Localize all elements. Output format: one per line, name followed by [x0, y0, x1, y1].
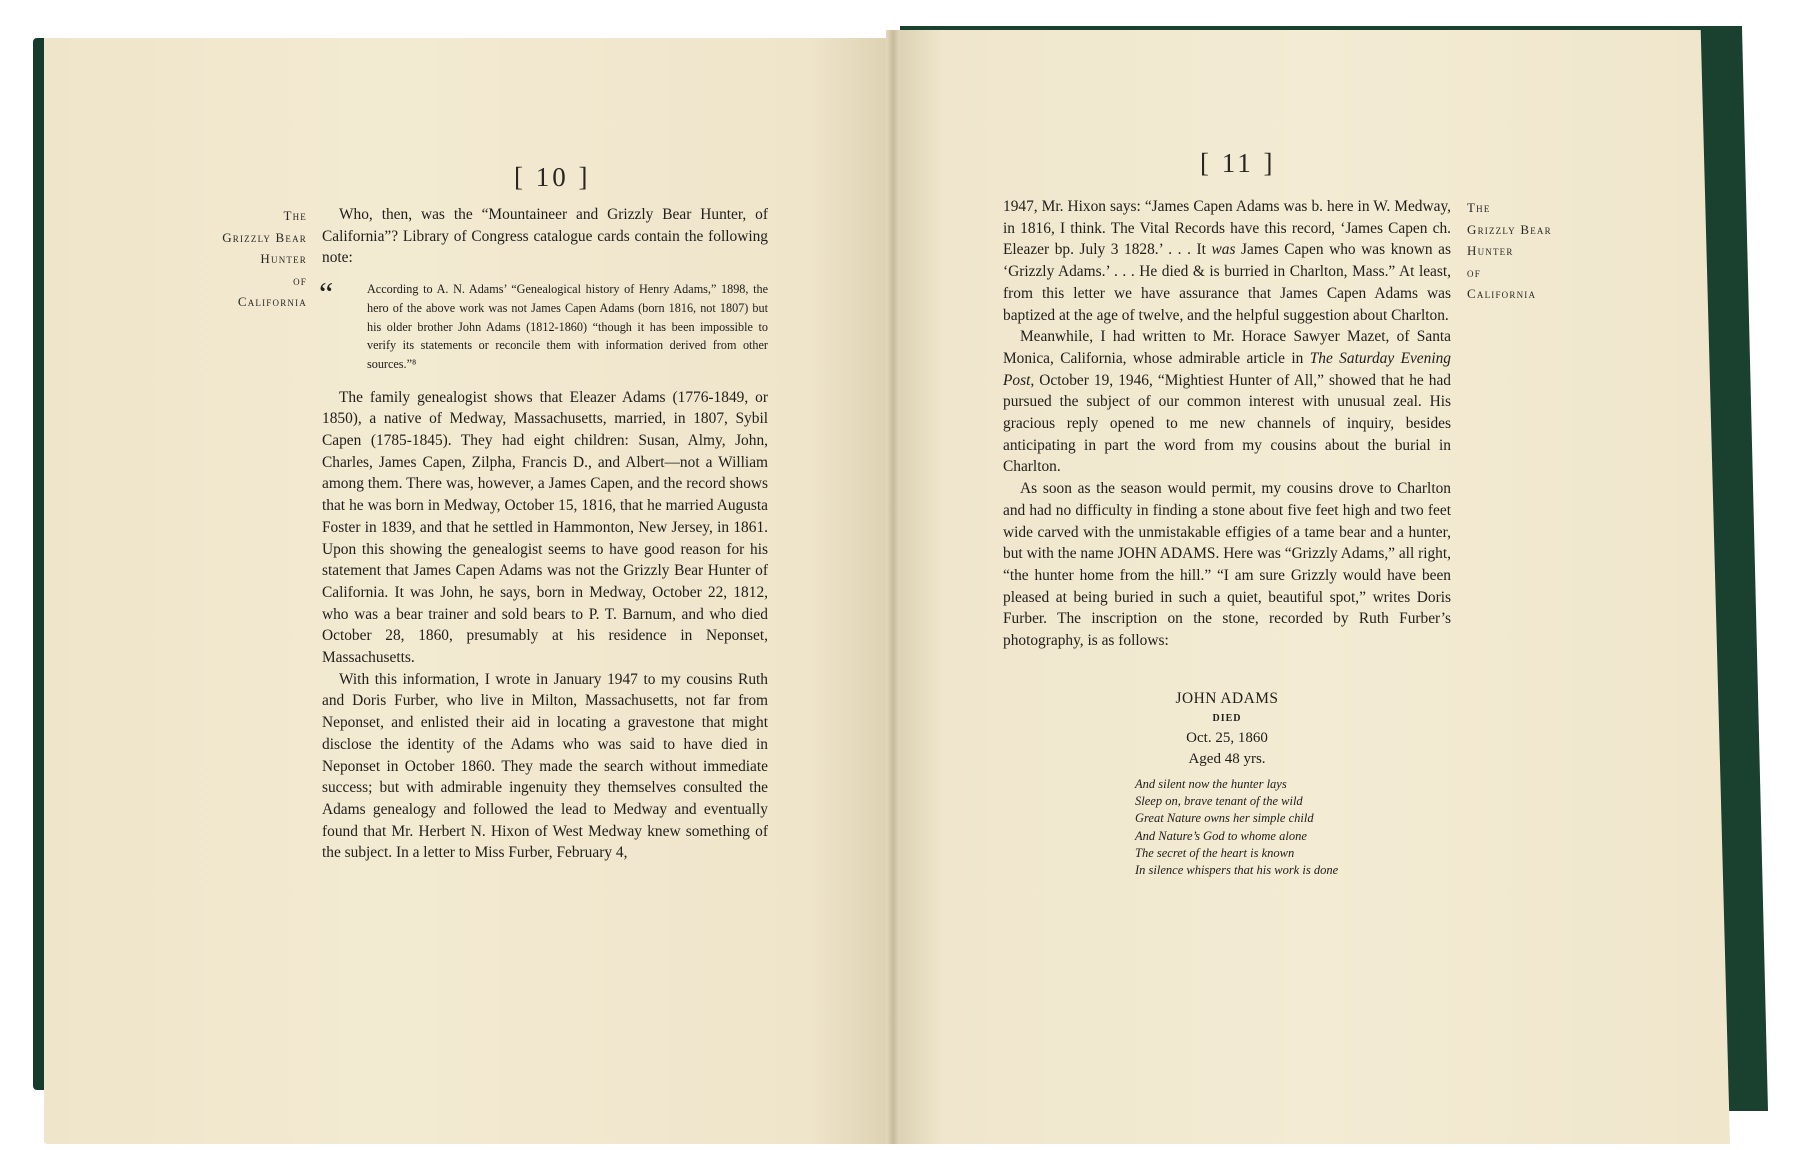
- inscription-name: JOHN ADAMS: [1175, 690, 1279, 707]
- verse-line: Sleep on, brave tenant of the wild: [1135, 794, 1303, 809]
- inscription-date: Oct. 25, 1860: [1186, 729, 1268, 746]
- quotation-mark-icon: “: [319, 275, 334, 312]
- page-number-right: [ 11 ]: [1200, 148, 1276, 178]
- text-run: October 19, 1946, “Mightiest Hunter of All,” showed that he had pursued the subject of our common interest with unusual zeal. His gracious reply opened to me new channels of inquiry, besides anticipating in part the word from my cousins about the burial in Charlton.: [1003, 371, 1451, 476]
- paragraph: With this information, I wrote in January 1947 to my cousins Ruth and Doris Furber, who live in Milton, Massachusetts, not far from Neponset, and enlisted their aid in locating a gravestone that might disclose the identity of the Adams who was said to have died in Neponset in October 1860. They made the search without immediate success; but with admirable ingenuity they themselves consulted the Adams genealogy and followed the lead to Medway and eventually found that Mr. Herbert N. Hixon of West Medway knew something of the subject. In a letter to Miss Furber, February 4,: [322, 670, 768, 862]
- text-run: 1947, Mr. Hixon says: “James Capen Adams was b. here in W. Medway, in 1816, I think. The Vital Records have this record, ‘James Capen ch. Eleazer bp. July 3 1828.’ . . . It: [1003, 198, 1451, 259]
- sidehead-line: of: [293, 272, 307, 288]
- paragraph: As soon as the season would permit, my cousins drove to Charlton and had no difficulty in finding a stone about five feet high and two feet wide carved with the unmistakable effigies of a tame bear and a hunter, but with the name JOHN ADAMS. Here was “Grizzly Adams,” all right, “the hunter home from the hill.” “I am sure Grizzly would have been pleased at being buried in such a quiet, beautiful spot,” writes Doris Furber. The inscription on the stone, recorded by Ruth Furber’s photography, is as follows:: [1003, 480, 1451, 650]
- verse-line: And Nature’s God to whome alone: [1135, 828, 1307, 843]
- paragraph: The family genealogist shows that Eleazer Adams (1776-1849, or 1850), a native of Medway, Massachusetts, married, in 1807, Sybil Capen (1785-1845). They had eight children: Susan, Almy, John, Charles, James Capen, Zilpha, Francis D., and Albert—not a William among them. There was, however, a James Capen, and the record shows that he was born in Medway, October 15, 1816, that he married Augusta Foster in 1839, and that he settled in Hammonton, New Jersey, in 1861. Upon this showing the genealogist seems to have good reason for his statement that James Capen Adams was not the Grizzly Bear Hunter of California. It was John, he says, born in Medway, October 22, 1812, who was a bear trainer and sold bears to P. T. Barnum, and who died October 28, 1860, presumably at his residence in Neponset, Massachusetts.: [322, 388, 768, 667]
- quote-text: According to A. N. Adams’ “Genealogical history of Henry Adams,” 1898, the hero of the above work was not James Capen Adams (born 1816, not 1807) but his older brother John Adams (1812-1860) “though it has been impossible to verify its statements or reconcile them with information derived from other sources.”⁸: [367, 282, 768, 371]
- sidehead-line: Hunter: [260, 251, 307, 266]
- emphasis-text: was: [1211, 241, 1236, 259]
- inscription-died: DIED: [1212, 712, 1242, 724]
- publication-title: The Saturday Evening Post,: [1003, 349, 1451, 389]
- sidehead-line: Hunter: [1467, 243, 1514, 258]
- paragraph: [1003, 196, 1451, 326]
- right-text-column: [1003, 196, 1451, 652]
- inscription-age: Aged 48 yrs.: [1188, 750, 1266, 767]
- verse-line: Great Nature owns her simple child: [1135, 811, 1314, 826]
- sidehead-line: The: [283, 208, 307, 223]
- sidehead-line: California: [1467, 286, 1537, 301]
- verse-line: In silence whispers that his work is done: [1135, 863, 1339, 878]
- sidehead-line: California: [237, 294, 307, 309]
- sidehead-line: of: [1467, 264, 1481, 280]
- sidehead-left: [195, 205, 307, 313]
- left-text-column: [319, 204, 768, 864]
- sidehead-right: [1467, 197, 1607, 305]
- gravestone-inscription: [1003, 688, 1451, 770]
- epitaph-verse: [1135, 776, 1395, 879]
- sidehead-line: The: [1467, 200, 1491, 215]
- paragraph: Who, then, was the “Mountaineer and Grizzly Bear Hunter, of California”? Library of Congress catalogue cards contain the following note:: [322, 206, 768, 267]
- sidehead-line: Grizzly Bear: [222, 229, 307, 245]
- verse-line: The secret of the heart is known: [1135, 845, 1295, 860]
- sidehead-line: Grizzly Bear: [1467, 221, 1552, 237]
- text-run: James Capen who was known as ‘Grizzly Adams.’ . . . He died & is burried in Charlton, Mass.” At least, from this letter we have assurance that James Capen Adams was baptized at the age of twelve, and the helpful suggestion about Charlton.: [1003, 241, 1451, 324]
- book-gutter: [886, 30, 900, 1144]
- text-run: Meanwhile, I had written to Mr. Horace Sawyer Mazet, of Santa Monica, California, whose admirable article in: [1003, 328, 1451, 367]
- block-quote: [319, 275, 768, 374]
- page-number-left: [ 10 ]: [514, 162, 591, 192]
- verse-line: And silent now the hunter lays: [1135, 777, 1287, 791]
- paragraph: [1003, 326, 1451, 478]
